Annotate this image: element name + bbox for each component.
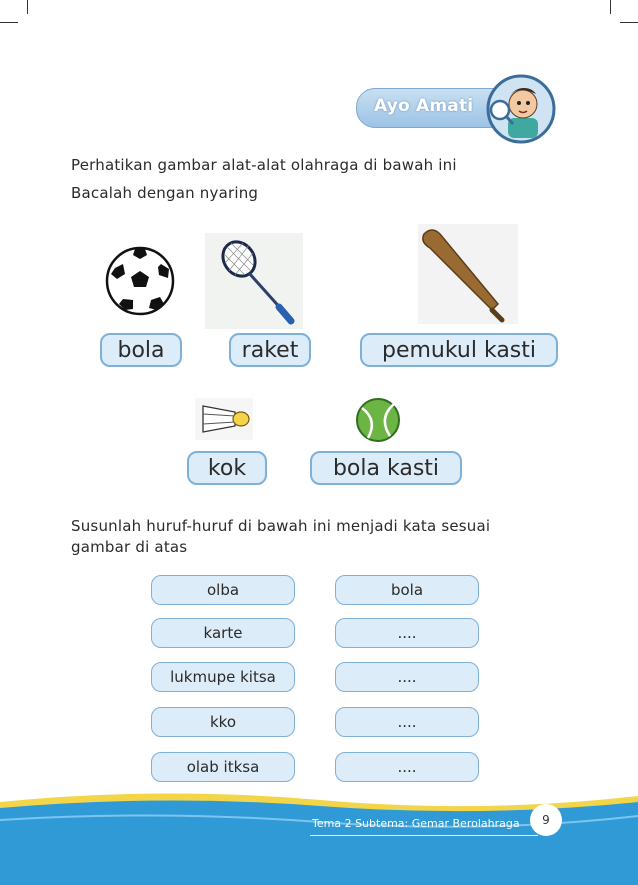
crop-mark — [620, 22, 638, 23]
instruction-arrange: Susunlah huruf-huruf di bawah ini menjadi kata sesuai — [71, 517, 491, 535]
section-badge — [356, 72, 566, 144]
word-pemukul-kasti: pemukul kasti — [360, 333, 558, 367]
scrambled-word: lukmupe kitsa — [151, 662, 295, 692]
word-kok: kok — [187, 451, 267, 485]
instruction-arrange-cont: gambar di atas — [71, 538, 188, 556]
scrambled-word: kko — [151, 707, 295, 737]
answer-field[interactable]: .... — [335, 662, 479, 692]
footer-label: Tema 2 Subtema: Gemar Berolahraga — [312, 817, 520, 830]
shuttlecock-icon — [195, 398, 253, 440]
answer-field[interactable]: .... — [335, 707, 479, 737]
page-number: 9 — [530, 804, 562, 836]
tennis-ball-icon — [354, 396, 402, 444]
answer-field[interactable]: bola — [335, 575, 479, 605]
scrambled-word: olba — [151, 575, 295, 605]
bat-icon — [418, 224, 518, 324]
answer-field[interactable]: .... — [335, 618, 479, 648]
badge-label: Ayo Amati — [374, 96, 474, 116]
badminton-racket-icon — [205, 233, 303, 329]
scrambled-word: olab itksa — [151, 752, 295, 782]
word-raket: raket — [229, 333, 311, 367]
soccer-ball-icon — [103, 244, 177, 318]
instruction-read-aloud: Bacalah dengan nyaring — [71, 184, 259, 202]
word-bola-kasti: bola kasti — [310, 451, 462, 485]
crop-mark — [610, 0, 611, 14]
footer-underline — [310, 835, 538, 836]
crop-mark — [0, 22, 18, 23]
instruction-observe: Perhatikan gambar alat-alat olahraga di bawah ini — [71, 156, 457, 174]
word-bola: bola — [100, 333, 182, 367]
crop-mark — [27, 0, 28, 14]
boy-with-magnifier-icon — [486, 74, 556, 144]
scrambled-word: karte — [151, 618, 295, 648]
answer-field[interactable]: .... — [335, 752, 479, 782]
